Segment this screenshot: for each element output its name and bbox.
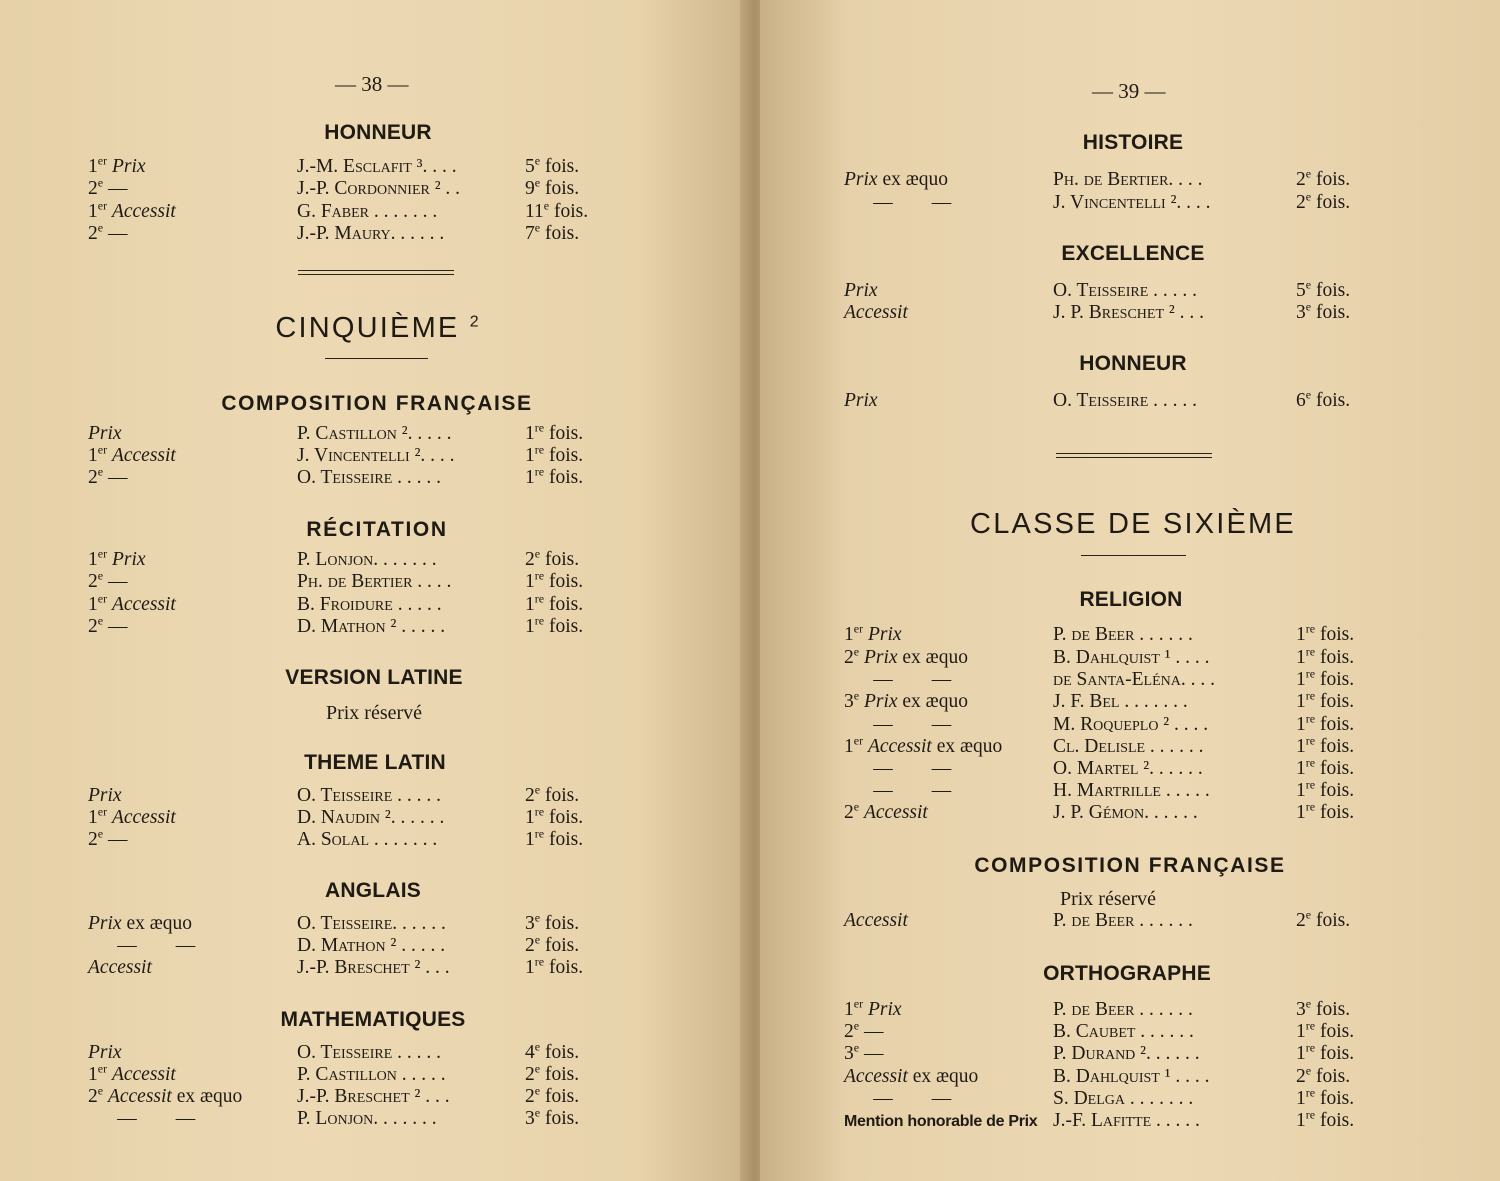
award-row: [844, 387, 1386, 412]
section-heading: RELIGION: [1079, 588, 1183, 611]
award-count: 2e fois.: [525, 782, 580, 806]
award-rank-number: 2e: [844, 1018, 860, 1042]
pupil-name: Ph. de Bertier . . . .: [297, 571, 452, 592]
award-row: [844, 166, 1386, 191]
award-count: 1re fois.: [525, 591, 584, 615]
award-rank-number: 1er: [88, 1061, 108, 1085]
pupil-name: J.-P. Breschet ² . . .: [297, 1086, 450, 1107]
award-rank-number: 1er: [88, 153, 108, 177]
award-count: 1re fois.: [525, 420, 584, 444]
pupil-name: J.-M. Esclafit ³. . . .: [297, 156, 457, 177]
award-rank: [844, 669, 951, 691]
award-row: [844, 996, 1386, 1021]
award-count: 1re fois.: [525, 442, 584, 466]
page-number: — 39 —: [1092, 79, 1166, 103]
award-row: [844, 1040, 1386, 1065]
pupil-name: B. Dahlquist ¹ . . . .: [1053, 647, 1210, 668]
award-ex-aequo: ex æquo: [882, 169, 948, 190]
award-ex-aequo: ex æquo: [176, 1086, 243, 1107]
award-row: [844, 666, 1386, 691]
section-heading: EXCELLENCE: [1061, 242, 1205, 265]
award-rank: [844, 621, 902, 646]
award-row: [88, 613, 615, 638]
award-rank: [844, 758, 951, 780]
award-count: 1re fois.: [525, 804, 584, 828]
pupil-name: P. Castillon . . . . .: [297, 1064, 446, 1085]
page-39: [760, 0, 1500, 1181]
award-label: —: [107, 223, 128, 244]
award-rank: [88, 568, 128, 593]
award-label: Accessit: [844, 910, 908, 931]
section-rule: [298, 270, 454, 275]
award-rank-number: 1er: [88, 546, 108, 570]
award-ex-aequo: ex æquo: [936, 736, 1003, 757]
award-count: 11e fois.: [525, 198, 589, 222]
pupil-name: P. de Beer . . . . . .: [1053, 999, 1193, 1020]
page-number: — 38 —: [335, 72, 409, 96]
pupil-name: O. Teisseire . . . . .: [1053, 390, 1198, 411]
award-ex-aequo: —: [931, 1088, 952, 1109]
section-rule: [325, 358, 428, 359]
pupil-name: J. P. Breschet ² . . .: [1053, 302, 1204, 323]
award-row: [844, 1107, 1386, 1132]
pupil-name: B. Froidure . . . . .: [297, 594, 442, 615]
pupil-name: J. F. Bel . . . . . . .: [1053, 691, 1188, 712]
award-rank: [844, 644, 968, 669]
award-rank: [88, 957, 152, 979]
award-label: —: [107, 178, 128, 199]
pupil-name: P. Lonjon. . . . . . .: [297, 1108, 437, 1129]
award-count: 3e fois.: [525, 1105, 580, 1129]
award-ex-aequo: ex æquo: [912, 1066, 979, 1087]
section-rule: [1081, 555, 1186, 556]
award-count: 9e fois.: [525, 175, 580, 199]
award-label: Accessit: [867, 736, 932, 757]
award-label: Prix: [844, 390, 878, 411]
award-label: Accessit: [111, 594, 176, 615]
award-rank-number: 1er: [844, 733, 864, 757]
award-rank-number: 1er: [88, 442, 108, 466]
award-ex-aequo: —: [931, 192, 952, 213]
award-rank-number: 2e: [88, 175, 104, 199]
award-rank-number: 2e: [844, 799, 860, 823]
pupil-name: J. Vincentelli ². . . .: [297, 445, 455, 466]
award-row: [844, 755, 1386, 780]
award-label: Prix: [863, 691, 898, 712]
pupil-name: B. Caubet . . . . . .: [1053, 1021, 1194, 1042]
award-count: 3e fois.: [525, 910, 580, 934]
award-count: 1re fois.: [1296, 1040, 1355, 1064]
pupil-name: M. Roqueplo ² . . . .: [1053, 714, 1209, 735]
award-label: Prix: [88, 913, 122, 934]
award-count: 1re fois.: [1296, 755, 1355, 779]
section-heading: HONNEUR: [1079, 352, 1187, 375]
award-count: 1re fois.: [525, 568, 584, 592]
award-rank-number: 2e: [88, 826, 104, 850]
award-count: 1re fois.: [1296, 711, 1355, 735]
award-ex-aequo: —: [931, 714, 952, 735]
section-heading: ORTHOGRAPHE: [1043, 962, 1211, 985]
award-label: —: [873, 714, 893, 735]
award-row: [844, 1063, 1386, 1088]
award-rank: [88, 546, 146, 571]
pupil-name: P. de Beer . . . . . .: [1053, 624, 1193, 645]
pupil-name: D. Naudin ². . . . . .: [297, 807, 445, 828]
award-label: Prix: [867, 624, 902, 645]
award-rank: [844, 390, 878, 412]
award-row: [844, 189, 1386, 214]
award-count: 2e fois.: [525, 546, 580, 570]
award-row: [844, 688, 1386, 713]
award-row: [88, 1105, 615, 1130]
award-label: Accessit: [88, 957, 152, 978]
award-rank-number: 2e: [88, 568, 104, 592]
pupil-name: Ph. de Bertier. . . .: [1053, 169, 1203, 190]
award-label: —: [863, 1021, 884, 1042]
section-heading: RÉCITATION: [306, 518, 448, 541]
award-row: [844, 277, 1386, 302]
award-rank: [844, 1018, 884, 1043]
award-rank: [844, 996, 902, 1021]
pupil-name: J.-P. Cordonnier ² . .: [297, 178, 461, 199]
award-row: [844, 644, 1386, 669]
award-count: 2e fois.: [525, 1061, 580, 1085]
award-count: 4e fois.: [525, 1039, 580, 1063]
award-label: Mention honorable de Prix: [844, 1113, 1038, 1130]
award-rank-number: 1er: [88, 591, 108, 615]
pupil-name: J.-F. Lafitte . . . . .: [1053, 1110, 1200, 1131]
award-rank: [844, 780, 951, 802]
award-rank: [88, 220, 128, 245]
pupil-name: J. Vincentelli ². . . .: [1053, 192, 1211, 213]
pupil-name: O. Teisseire. . . . . .: [297, 913, 446, 934]
section-heading: MATHEMATIQUES: [280, 1008, 466, 1031]
award-count: 2e fois.: [1296, 166, 1351, 190]
award-row: [844, 733, 1386, 758]
award-rank: [88, 935, 195, 957]
award-ex-aequo: ex æquo: [902, 691, 968, 712]
award-label: —: [873, 1088, 893, 1109]
award-rank-number: 2e: [88, 613, 104, 637]
pupil-name: D. Mathon ² . . . . .: [297, 935, 446, 956]
class-title-text: CINQUIÈME: [275, 312, 460, 344]
award-label: Accessit: [111, 1064, 176, 1085]
award-count: 5e fois.: [525, 153, 580, 177]
section-heading: HONNEUR: [324, 121, 432, 144]
class-title: [275, 312, 478, 345]
award-rank: [88, 826, 128, 851]
award-row: [88, 826, 615, 851]
award-label: —: [117, 935, 137, 956]
award-rank-number: 2e: [88, 1083, 104, 1107]
pupil-name: P. Durand ². . . . . .: [1053, 1043, 1200, 1064]
award-rank: [88, 913, 192, 935]
award-label: Accessit: [111, 201, 176, 222]
class-title-footnote: 2: [469, 313, 479, 331]
award-rank: [844, 688, 968, 713]
section-heading: ANGLAIS: [325, 879, 421, 902]
award-label: Accessit: [111, 445, 176, 466]
award-rank-number: 1er: [844, 996, 864, 1020]
award-label: —: [107, 829, 128, 850]
award-rank-number: 2e: [88, 220, 104, 244]
award-row: [844, 621, 1386, 646]
award-count: 2e fois.: [1296, 907, 1351, 931]
pupil-name: G. Faber . . . . . . .: [297, 201, 438, 222]
award-rank: [844, 169, 948, 191]
award-count: 1re fois.: [1296, 688, 1355, 712]
award-count: 3e fois.: [1296, 299, 1351, 323]
award-row: [844, 907, 1386, 932]
award-count: 1re fois.: [1296, 799, 1355, 823]
award-row: [844, 777, 1386, 802]
award-count: 1re fois.: [525, 613, 584, 637]
award-ex-aequo: —: [175, 935, 196, 956]
award-label: Accessit: [844, 1066, 908, 1087]
award-label: Prix: [111, 549, 146, 570]
award-rank: [88, 175, 128, 200]
award-count: 2e fois.: [525, 932, 580, 956]
award-label: Accessit: [844, 302, 908, 323]
award-label: —: [107, 571, 128, 592]
class-title: [970, 508, 1296, 541]
award-row: [844, 799, 1386, 824]
pupil-name: de Santa-Eléna. . . .: [1053, 669, 1215, 690]
award-rank-number: 2e: [88, 464, 104, 488]
award-rank: [844, 910, 908, 932]
award-rank: [844, 1110, 1037, 1133]
award-rank-number: 3e: [844, 688, 860, 712]
award-rank: [844, 1040, 884, 1065]
award-rank: [844, 1066, 978, 1088]
award-count: 2e fois.: [1296, 1063, 1351, 1087]
award-count: 1re fois.: [1296, 666, 1355, 690]
award-rank: [844, 1088, 951, 1110]
award-rank: [88, 464, 128, 489]
award-rank-number: 1er: [844, 621, 864, 645]
pupil-name: A. Solal . . . . . . .: [297, 829, 438, 850]
award-count: 1re fois.: [1296, 1085, 1355, 1109]
pupil-name: J. P. Gémon. . . . . .: [1053, 802, 1198, 823]
section-heading: HISTOIRE: [1082, 131, 1184, 154]
award-row: [88, 220, 615, 245]
award-label: Prix: [844, 280, 878, 301]
award-row: [88, 568, 615, 593]
prize-reserved-note: Prix réservé: [325, 702, 423, 724]
pupil-name: H. Martrille . . . . .: [1053, 780, 1210, 801]
pupil-name: B. Dahlquist ¹ . . . .: [1053, 1066, 1210, 1087]
award-count: 1re fois.: [1296, 777, 1355, 801]
award-row: [88, 175, 615, 200]
award-rank: [88, 153, 146, 178]
award-rank: [844, 280, 878, 302]
prize-reserved-note: Prix réservé: [1059, 888, 1157, 910]
award-count: 1re fois.: [1296, 644, 1355, 668]
award-label: —: [873, 669, 893, 690]
pupil-name: P. de Beer . . . . . .: [1053, 910, 1193, 931]
section-rule: [1056, 453, 1212, 458]
award-ex-aequo: —: [931, 669, 952, 690]
pupil-name: O. Teisseire . . . . .: [297, 785, 442, 806]
award-count: 1re fois.: [525, 464, 584, 488]
award-rank-number: 1er: [88, 804, 108, 828]
award-label: —: [107, 467, 128, 488]
award-ex-aequo: ex æquo: [902, 647, 968, 668]
award-rank: [88, 1108, 195, 1130]
award-rank-number: 1er: [88, 198, 108, 222]
award-row: [844, 1018, 1386, 1043]
award-label: —: [107, 616, 128, 637]
award-rank: [88, 1083, 243, 1108]
pupil-name: O. Teisseire . . . . .: [297, 467, 442, 488]
award-row: [844, 1085, 1386, 1110]
award-label: Accessit: [863, 802, 928, 823]
award-ex-aequo: —: [931, 758, 952, 779]
pupil-name: O. Teisseire . . . . .: [297, 1042, 442, 1063]
award-count: 1re fois.: [1296, 621, 1355, 645]
award-ex-aequo: —: [175, 1108, 196, 1129]
award-label: —: [873, 192, 893, 213]
award-count: 3e fois.: [1296, 996, 1351, 1020]
award-label: Prix: [863, 647, 898, 668]
award-row: [844, 711, 1386, 736]
award-count: 5e fois.: [1296, 277, 1351, 301]
section-heading: VERSION LATINE: [285, 666, 463, 689]
section-heading: COMPOSITION FRANÇAISE: [221, 392, 533, 415]
award-rank-number: 2e: [844, 644, 860, 668]
award-label: Prix: [88, 1042, 122, 1063]
award-label: Prix: [111, 156, 146, 177]
pupil-name: J.-P. Maury. . . . . .: [297, 223, 445, 244]
award-label: —: [863, 1043, 884, 1064]
award-rank-number: 3e: [844, 1040, 860, 1064]
award-count: 2e fois.: [525, 1083, 580, 1107]
pupil-name: O. Teisseire . . . . .: [1053, 280, 1198, 301]
section-heading: COMPOSITION FRANÇAISE: [974, 854, 1286, 877]
award-label: —: [873, 758, 893, 779]
pupil-name: Cl. Delisle . . . . . .: [1053, 736, 1204, 757]
pupil-name: P. Castillon ². . . . .: [297, 423, 452, 444]
award-count: 1re fois.: [525, 954, 584, 978]
pupil-name: S. Delga . . . . . . .: [1053, 1088, 1194, 1109]
award-count: 1re fois.: [1296, 733, 1355, 757]
award-label: Accessit: [107, 1086, 172, 1107]
pupil-name: J.-P. Breschet ² . . .: [297, 957, 450, 978]
award-row: [844, 299, 1386, 324]
pupil-name: D. Mathon ² . . . . .: [297, 616, 446, 637]
award-row: [88, 464, 615, 489]
award-count: 7e fois.: [525, 220, 580, 244]
award-count: 1re fois.: [1296, 1107, 1355, 1131]
award-count: 6e fois.: [1296, 387, 1351, 411]
award-count: 1re fois.: [525, 826, 584, 850]
award-label: Accessit: [111, 807, 176, 828]
section-heading: THEME LATIN: [304, 751, 446, 774]
award-rank: [844, 733, 1003, 758]
award-label: —: [117, 1108, 137, 1129]
pupil-name: O. Martel ². . . . . .: [1053, 758, 1203, 779]
award-row: [88, 954, 615, 979]
award-label: Prix: [88, 423, 122, 444]
award-label: Prix: [844, 169, 878, 190]
pupil-name: P. Lonjon. . . . . . .: [297, 549, 437, 570]
award-rank: [844, 192, 951, 214]
award-count: 2e fois.: [1296, 189, 1351, 213]
award-label: Prix: [88, 785, 122, 806]
award-rank: [844, 799, 928, 824]
award-label: Prix: [867, 999, 902, 1020]
award-ex-aequo: ex æquo: [126, 913, 192, 934]
award-rank: [844, 302, 908, 324]
award-ex-aequo: —: [931, 780, 952, 801]
award-rank: [88, 613, 128, 638]
award-label: —: [873, 780, 893, 801]
class-title-text: CLASSE DE SIXIÈME: [970, 508, 1296, 540]
award-count: 1re fois.: [1296, 1018, 1355, 1042]
